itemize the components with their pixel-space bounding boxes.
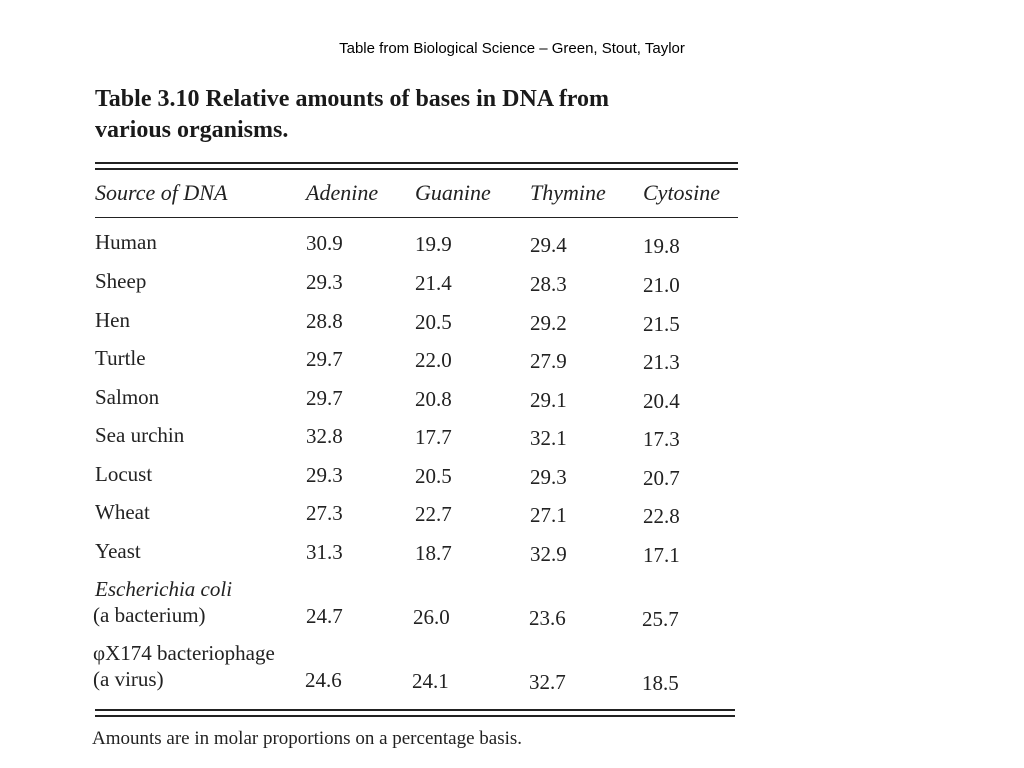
column-header-guanine: Guanine	[415, 180, 491, 205]
cell-adenine: 29.3	[306, 463, 343, 487]
top-rule	[95, 162, 738, 164]
cell-thymine: 27.1	[530, 503, 567, 527]
row-source: Human	[95, 230, 157, 254]
column-header-source: Source of DNA	[95, 180, 228, 205]
row-source-note: (a bacterium)	[93, 603, 206, 627]
cell-guanine: 20.5	[415, 310, 452, 334]
row-source: Hen	[95, 308, 130, 332]
cell-adenine: 30.9	[306, 231, 343, 255]
table-footnote: Amounts are in molar proportions on a percentage basis.	[92, 728, 523, 749]
cell-thymine: 29.2	[530, 311, 567, 335]
cell-adenine: 29.7	[306, 347, 343, 371]
cell-cytosine: 17.1	[643, 543, 680, 567]
cell-adenine: 32.8	[306, 424, 343, 448]
table-title-line-2: various organisms.	[95, 117, 289, 143]
column-header-adenine: Adenine	[306, 180, 379, 205]
cell-guanine: 26.0	[413, 605, 450, 629]
bottom-rule-inner	[95, 715, 735, 717]
row-source: Locust	[95, 462, 153, 486]
cell-guanine: 24.1	[412, 669, 449, 693]
cell-adenine: 31.3	[306, 540, 343, 564]
row-source: Wheat	[95, 500, 150, 524]
cell-thymine: 23.6	[529, 606, 566, 630]
cell-cytosine: 22.8	[643, 504, 680, 528]
cell-thymine: 29.3	[530, 465, 567, 489]
cell-adenine: 29.3	[306, 270, 343, 294]
cell-thymine: 28.3	[530, 272, 567, 296]
cell-adenine: 24.7	[306, 604, 343, 628]
slide-caption: Table from Biological Science – Green, Stout, Taylor	[339, 40, 685, 57]
cell-thymine: 29.1	[530, 388, 567, 412]
table-title-line-1: Table 3.10 Relative amounts of bases in DNA from	[95, 86, 610, 112]
cell-thymine: 32.1	[530, 426, 567, 450]
cell-guanine: 22.0	[415, 348, 452, 372]
cell-guanine: 20.8	[415, 387, 452, 411]
cell-thymine: 29.4	[530, 233, 567, 257]
cell-adenine: 24.6	[305, 668, 342, 692]
table-title	[95, 84, 735, 146]
cell-cytosine: 21.5	[643, 312, 680, 336]
cell-cytosine: 20.4	[643, 389, 680, 413]
cell-guanine: 21.4	[415, 271, 452, 295]
cell-thymine: 27.9	[530, 349, 567, 373]
column-header-cytosine: Cytosine	[643, 180, 720, 205]
cell-cytosine: 21.3	[643, 350, 680, 374]
row-source-note: (a virus)	[93, 667, 164, 691]
cell-guanine: 19.9	[415, 232, 452, 256]
column-header-thymine: Thymine	[530, 180, 606, 205]
cell-guanine: 22.7	[415, 502, 452, 526]
cell-cytosine: 21.0	[643, 273, 680, 297]
row-source: Sheep	[95, 269, 147, 293]
bottom-rule	[95, 709, 735, 711]
cell-cytosine: 19.8	[643, 234, 680, 258]
row-source: Turtle	[95, 346, 146, 370]
cell-thymine: 32.7	[529, 670, 566, 694]
cell-cytosine: 17.3	[643, 427, 680, 451]
cell-guanine: 18.7	[415, 541, 452, 565]
cell-adenine: 29.7	[306, 386, 343, 410]
row-source: Escherichia coli	[95, 577, 233, 601]
row-source: Sea urchin	[95, 423, 185, 447]
cell-cytosine: 20.7	[643, 466, 680, 490]
cell-cytosine: 18.5	[642, 671, 679, 695]
top-rule-inner	[95, 168, 738, 170]
cell-guanine: 17.7	[415, 425, 452, 449]
cell-guanine: 20.5	[415, 464, 452, 488]
row-source: Yeast	[95, 539, 141, 563]
cell-adenine: 28.8	[306, 309, 343, 333]
row-source: φX174 bacteriophage	[93, 641, 275, 665]
header-rule	[95, 217, 738, 218]
cell-cytosine: 25.7	[642, 607, 679, 631]
cell-adenine: 27.3	[306, 501, 343, 525]
cell-thymine: 32.9	[530, 542, 567, 566]
row-source: Salmon	[95, 385, 160, 409]
